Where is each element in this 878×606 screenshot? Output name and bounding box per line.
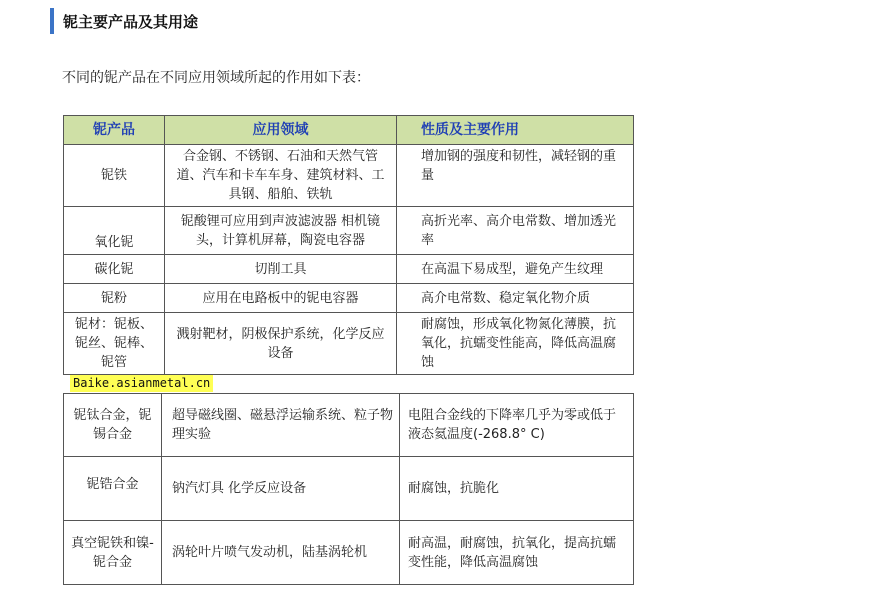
table-header-row xyxy=(64,116,634,145)
product-cell: 铌锆合金 xyxy=(64,457,162,521)
properties-cell: 增加钢的强度和韧性，减轻钢的重量 xyxy=(397,145,634,207)
product-cell: 碳化铌 xyxy=(64,255,165,284)
source-watermark: Baike.asianmetal.cn xyxy=(70,375,213,392)
application-cell: 溅射靶材，阴极保护系统，化学反应设备 xyxy=(165,313,397,375)
properties-cell: 高介电常数、稳定氧化物介质 xyxy=(397,284,634,313)
product-cell: 真空铌铁和镍-铌合金 xyxy=(64,521,162,585)
table-row xyxy=(64,255,634,284)
application-cell: 涡轮叶片喷气发动机，陆基涡轮机 xyxy=(162,521,400,585)
properties-cell: 在高温下易成型，避免产生纹理 xyxy=(397,255,634,284)
application-cell: 应用在电路板中的铌电容器 xyxy=(165,284,397,313)
properties-cell: 电阻合金线的下降率几乎为零或低于液态氦温度(-268.8° C) xyxy=(400,394,634,457)
niobium-alloys-table xyxy=(63,393,634,585)
header-properties: 性质及主要作用 xyxy=(397,116,634,145)
niobium-products-table xyxy=(63,115,634,375)
table-row xyxy=(64,284,634,313)
product-cell: 铌粉 xyxy=(64,284,165,313)
properties-cell: 耐腐蚀，抗脆化 xyxy=(400,457,634,521)
product-cell: 铌材：铌板、铌丝、铌棒、铌管 xyxy=(64,313,165,375)
product-cell: 氧化铌 xyxy=(64,207,165,255)
intro-text: 不同的铌产品在不同应用领域所起的作用如下表： xyxy=(62,70,370,86)
product-cell: 铌钛合金，铌锡合金 xyxy=(64,394,162,457)
table-row xyxy=(64,313,634,375)
application-cell: 铌酸锂可应用到声波滤波器 相机镜头，计算机屏幕，陶瓷电容器 xyxy=(165,207,397,255)
properties-cell: 高折光率、高介电常数、增加透光率 xyxy=(397,207,634,255)
application-cell: 切削工具 xyxy=(165,255,397,284)
section-title: 铌主要产品及其用途 xyxy=(63,12,199,31)
table-row xyxy=(64,521,634,585)
application-cell: 超导磁线圈、磁悬浮运输系统、粒子物理实验 xyxy=(162,394,400,457)
table-row xyxy=(64,394,634,457)
table-row xyxy=(64,145,634,207)
properties-cell: 耐腐蚀，形成氧化物氮化薄膜，抗氧化，抗蠕变性能高，降低高温腐蚀 xyxy=(397,313,634,375)
table-row xyxy=(64,457,634,521)
application-cell: 合金钢、不锈钢、石油和天然气管道、汽车和卡车车身、建筑材料、工具钢、船舶、铁轨 xyxy=(165,145,397,207)
table-row xyxy=(64,207,634,255)
product-cell: 铌铁 xyxy=(64,145,165,207)
properties-cell: 耐高温，耐腐蚀，抗氧化，提高抗蠕变性能，降低高温腐蚀 xyxy=(400,521,634,585)
header-product: 铌产品 xyxy=(64,116,165,145)
application-cell: 钠汽灯具 化学反应设备 xyxy=(162,457,400,521)
section-heading xyxy=(50,8,198,34)
section-accent-bar xyxy=(50,8,54,34)
header-application: 应用领域 xyxy=(165,116,397,145)
